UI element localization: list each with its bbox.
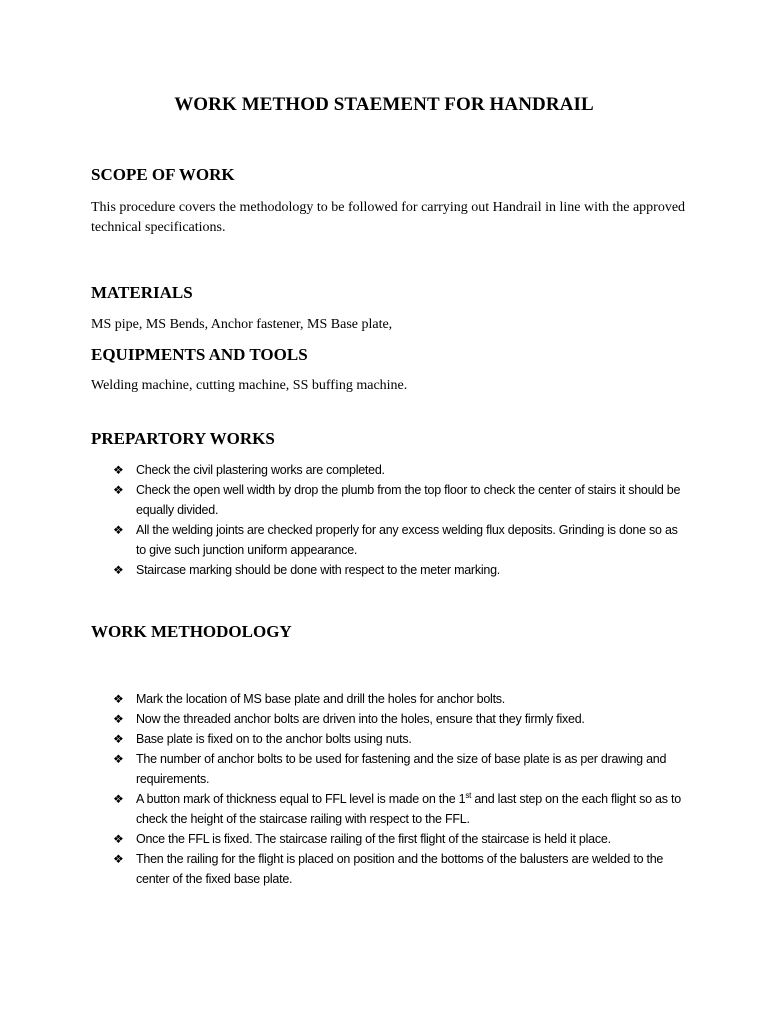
bullet-diamond-icon: ❖ [113,852,124,866]
bullet-diamond-icon: ❖ [113,732,124,746]
list-item-text: Once the FFL is fixed. The staircase railing of the first flight of the staircase is held it place. [136,832,611,846]
list-item [113,689,683,709]
preparatory-list [113,460,683,580]
list-item [113,480,683,520]
list-item-text: Staircase marking should be done with respect to the meter marking. [136,563,500,577]
list-item [113,520,683,560]
list-item-text [136,792,681,826]
list-item-text-start: A button mark of thickness equal to FFL level is made on the 1 [136,792,466,806]
list-item [113,749,683,789]
list-item [113,560,683,580]
bullet-diamond-icon: ❖ [113,483,124,497]
bullet-diamond-icon: ❖ [113,563,124,577]
scope-heading: SCOPE OF WORK [91,165,235,184]
list-item-text: Then the railing for the flight is placed on position and the bottoms of the balusters are welded to the center of the fixed base plate. [136,852,664,886]
preparatory-heading: PREPARTORY WORKS [91,429,275,448]
list-item-text: Base plate is fixed on to the anchor bolts using nuts. [136,732,412,746]
list-item [113,709,683,729]
list-item-text: Mark the location of MS base plate and drill the holes for anchor bolts. [136,692,506,706]
bullet-diamond-icon: ❖ [113,792,124,806]
bullet-diamond-icon: ❖ [113,752,124,766]
bullet-diamond-icon: ❖ [113,523,124,537]
materials-text: MS pipe, MS Bends, Anchor fastener, MS Base plate, [91,317,393,332]
bullet-diamond-icon: ❖ [113,832,124,846]
list-item [113,460,683,480]
list-item-text-end: and last step on the each flight so as to check the height of the staircase railing with respect to the FFL. [136,792,681,826]
list-item [113,729,683,749]
list-item-text: The number of anchor bolts to be used for fastening and the size of base plate is as per drawing and requirements. [136,752,667,786]
list-item-text: All the welding joints are checked properly for any excess welding flux deposits. Grinding is done so as to give such junction uniform appearance. [136,523,678,557]
scope-text: This procedure covers the methodology to be followed for carrying out Handrail in line with the approved technical specifications. [91,200,686,235]
bullet-diamond-icon: ❖ [113,463,124,477]
document-title: WORK METHOD STAEMENT FOR HANDRAIL [174,94,594,115]
list-item-text: Check the open well width by drop the plumb from the top floor to check the center of stairs it should be equally divided. [136,483,681,517]
list-item-text: Now the threaded anchor bolts are driven into the holes, ensure that they firmly fixed. [136,712,585,726]
equipments-text: Welding machine, cutting machine, SS buffing machine. [91,378,408,393]
bullet-diamond-icon: ❖ [113,712,124,726]
list-item [113,789,683,829]
ordinal-superscript: st [465,790,472,800]
list-item [113,829,683,849]
methodology-list [113,689,683,889]
equipments-heading: EQUIPMENTS AND TOOLS [91,345,308,364]
list-item-text: Check the civil plastering works are completed. [136,463,385,477]
bullet-diamond-icon: ❖ [113,692,124,706]
list-item [113,849,683,889]
methodology-heading: WORK METHODOLOGY [91,622,292,641]
materials-heading: MATERIALS [91,283,193,302]
